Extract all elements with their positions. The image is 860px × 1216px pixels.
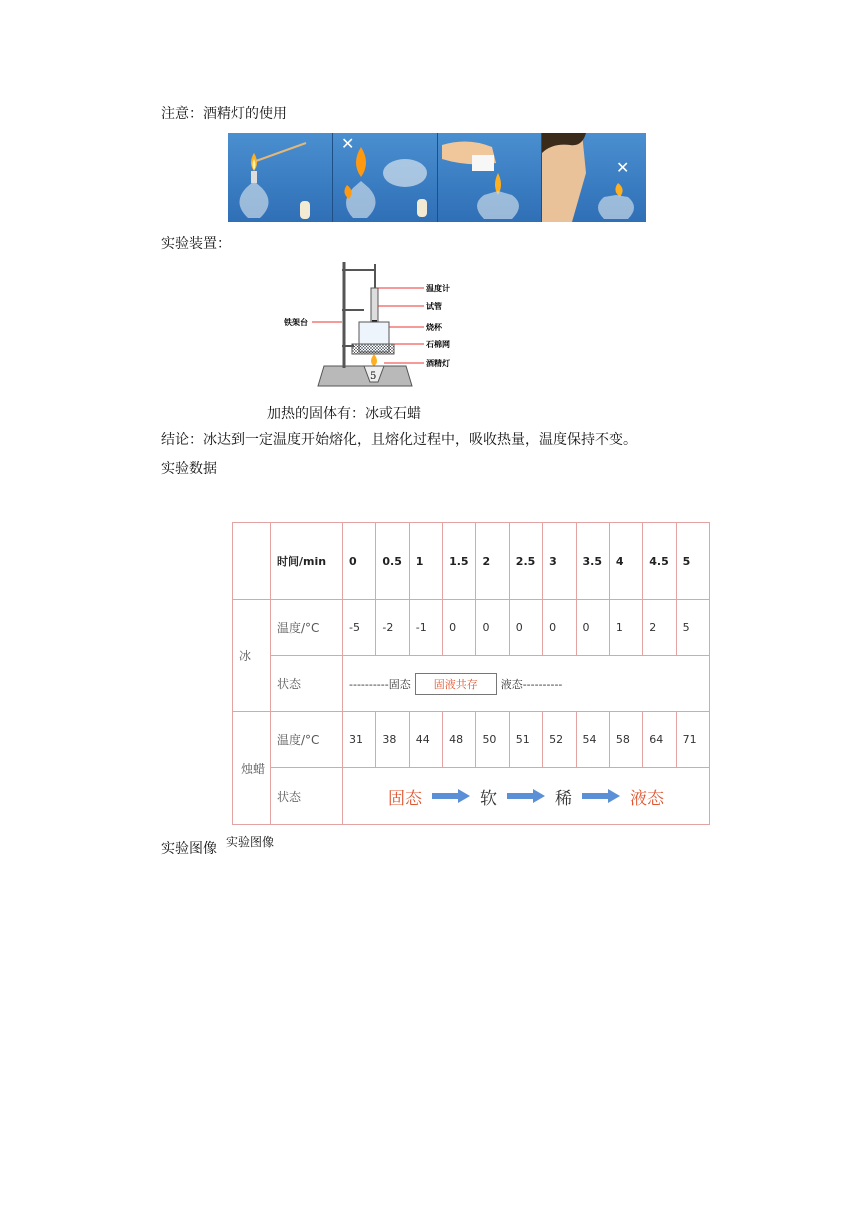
table-row: 烛蜡 温度/°C 31 38 44 48 50 51 52 54 58 64 71 bbox=[233, 712, 710, 768]
photo-blowing-out bbox=[542, 133, 646, 222]
label-asbestos-net: 石棉网 bbox=[426, 340, 450, 349]
label-thermometer: 温度计 bbox=[426, 284, 450, 293]
conclusion-text: 结论：冰达到一定温度开始熔化，且熔化过程中，吸收热量，温度保持不变。 bbox=[161, 432, 637, 448]
photo-covering-with-cap bbox=[438, 133, 543, 222]
wax-state-cell: 固态 软 稀 液态 bbox=[343, 768, 710, 825]
ice-state-cell: ----------固态 固液共存 液态---------- bbox=[343, 656, 710, 712]
lamp-number: 5 bbox=[370, 371, 377, 382]
ice-label: 冰 bbox=[233, 600, 271, 712]
arrow-right-icon bbox=[507, 789, 545, 803]
experiment-apparatus-diagram bbox=[284, 258, 472, 390]
table-row: 冰 温度/°C -5 -2 -1 0 0 0 0 0 1 2 5 bbox=[233, 600, 710, 656]
cross-mark-icon: ✕ bbox=[616, 158, 630, 177]
time-header: 时间/min bbox=[271, 523, 343, 600]
coexist-box: 固液共存 bbox=[415, 673, 497, 695]
note-heading: 注意：酒精灯的使用 bbox=[161, 106, 287, 122]
apparatus-heading: 实验装置： bbox=[161, 236, 231, 252]
experiment-data-table bbox=[232, 522, 710, 824]
graph-heading: 实验图像 bbox=[161, 841, 217, 857]
cross-mark-icon: ✕ bbox=[340, 134, 355, 153]
heated-solids-caption: 加热的固体有：冰或石蜡 bbox=[267, 406, 421, 422]
label-test-tube: 试管 bbox=[426, 302, 442, 311]
table-row: 状态 ----------固态 固液共存 液态---------- bbox=[233, 656, 710, 712]
graph-image-placeholder: 实验图像 bbox=[226, 835, 275, 849]
table-row: 时间/min 0 0.5 1 1.5 2 2.5 3 3.5 4 4.5 5 bbox=[233, 523, 710, 600]
alcohol-lamp-photos bbox=[228, 133, 646, 222]
table-row: 状态 固态 软 稀 液态 bbox=[233, 768, 710, 825]
label-alcohol-lamp: 酒精灯 bbox=[426, 359, 450, 368]
data-heading: 实验数据 bbox=[161, 461, 217, 477]
label-iron-stand: 铁架台 bbox=[284, 318, 308, 327]
wax-label: 烛蜡 bbox=[233, 712, 271, 825]
label-beaker: 烧杯 bbox=[426, 323, 442, 332]
photo-lighting-from-another-lamp bbox=[333, 133, 438, 222]
arrow-right-icon bbox=[582, 789, 620, 803]
arrow-right-icon bbox=[432, 789, 470, 803]
photo-lighting-with-match bbox=[228, 133, 333, 222]
